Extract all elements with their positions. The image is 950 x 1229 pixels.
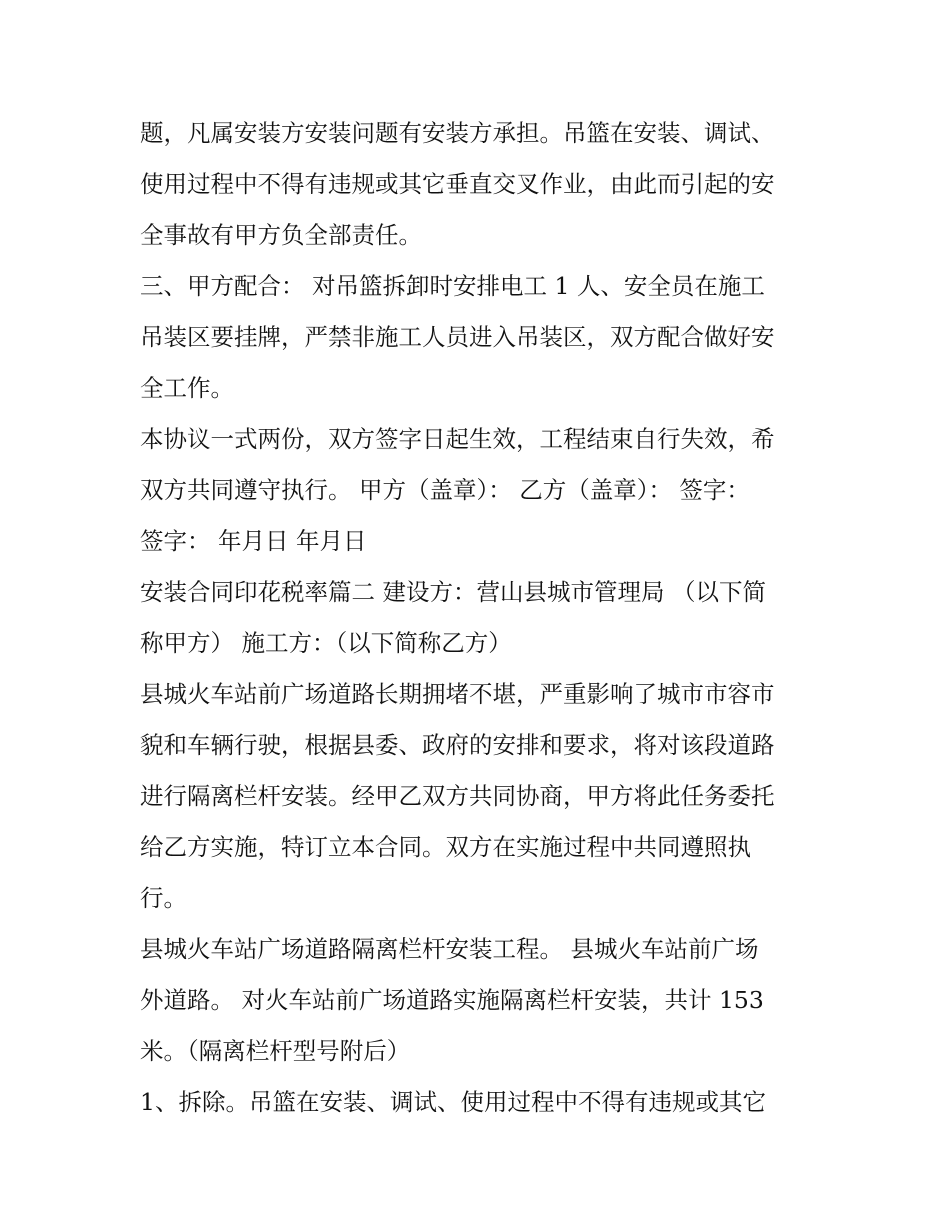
text-line: 三、甲方配合： 对吊篮拆卸时安排电工 1 人、安全员在施工: [140, 272, 765, 300]
text-line: 本协议一式两份，双方签字日起生效，工程结束自行失效，希: [140, 425, 775, 453]
text-line: 行。: [140, 884, 187, 912]
text-line: 县城火车站前广场道路长期拥堵不堪，严重影响了城市市容市: [140, 680, 775, 708]
text-line: 全工作。: [140, 374, 234, 402]
text-line: 双方共同遵守执行。 甲方（盖章）： 乙方（盖章）： 签字：: [140, 476, 750, 504]
text-line: 县城火车站广场道路隔离栏杆安装工程。 县城火车站前广场: [140, 935, 759, 963]
text-line: 使用过程中不得有违规或其它垂直交叉作业，由此而引起的安: [140, 170, 775, 198]
text-line: 进行隔离栏杆安装。经甲乙双方共同协商，甲方将此任务委托: [140, 782, 775, 810]
document-body: [140, 108, 820, 1128]
text-line: 称甲方） 施工方：（以下简称乙方）: [140, 629, 512, 657]
text-line: 米。（隔离栏杆型号附后）: [140, 1037, 411, 1065]
text-line: 全事故有甲方负全部责任。: [140, 221, 422, 249]
text-line: 安装合同印花税率篇二 建设方：营山县城市管理局 （以下简: [140, 578, 766, 606]
text-line: 给乙方实施，特订立本合同。双方在实施过程中共同遵照执: [140, 833, 751, 861]
text-line: 签字： 年月日 年月日: [140, 527, 367, 555]
text-line: 题，凡属安装方安装问题有安装方承担。吊篮在安装、调试、: [140, 119, 775, 147]
text-line: 外道路。 对火车站前广场道路实施隔离栏杆安装，共计 153: [140, 986, 764, 1014]
text-line: 貌和车辆行驶，根据县委、政府的安排和要求，将对该段道路: [140, 731, 775, 759]
text-line: 吊装区要挂牌，严禁非施工人员进入吊装区，双方配合做好安: [140, 323, 775, 351]
text-line: 1、拆除。吊篮在安装、调试、使用过程中不得有违规或其它: [140, 1088, 766, 1116]
